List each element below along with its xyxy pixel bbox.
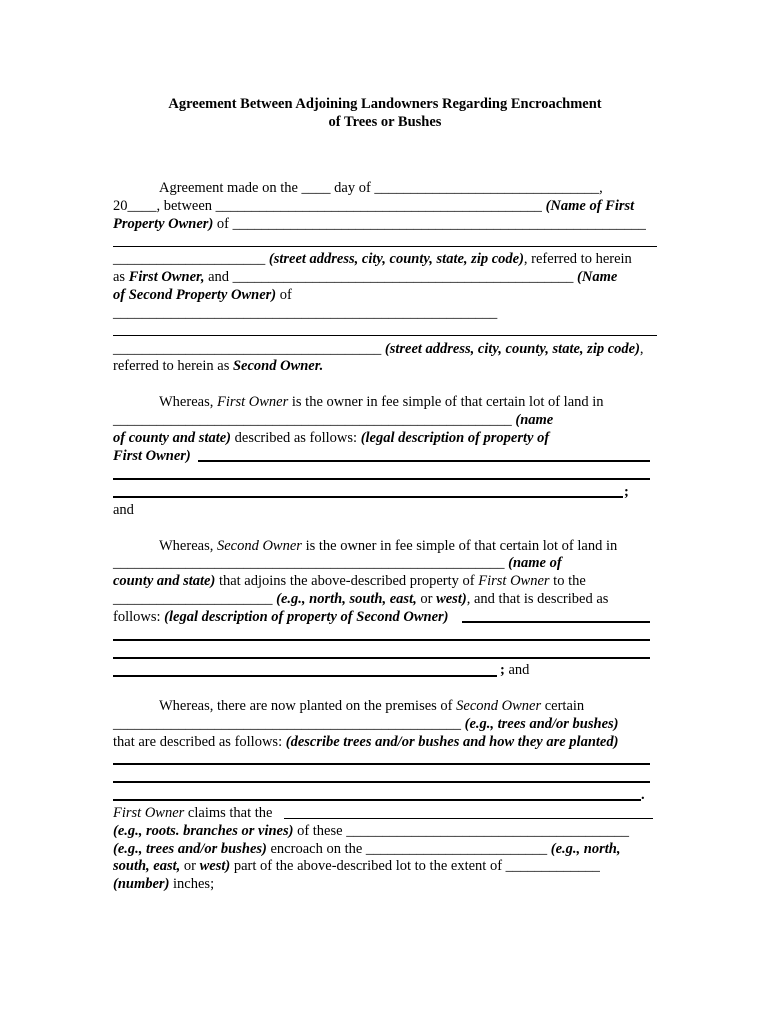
p3-line-3: county and state) that adjoins the above-described property of First Owner to the bbox=[113, 573, 586, 589]
p1-line-8: _____________________________________________________ bbox=[113, 305, 498, 321]
p1-line-2: 20____, between _____________________________________________ (Name of First bbox=[113, 198, 635, 214]
address-blank-line bbox=[113, 335, 657, 336]
p1-line-1: Agreement made on the ____ day of _______________________________, bbox=[159, 180, 603, 196]
p2-line-3: of county and state) described as follows: (legal description of property of bbox=[113, 430, 550, 446]
legal-description-blank-line bbox=[113, 675, 497, 677]
legal-description-blank-line bbox=[198, 460, 650, 462]
p1-line-6: as First Owner, and _______________________________________________ (Name bbox=[113, 269, 618, 285]
p1-line-5: _____________________ (street address, city, county, state, zip code), referred to herein bbox=[113, 251, 632, 267]
p2-semicolon: ; bbox=[624, 484, 629, 500]
p4-period: . bbox=[641, 787, 645, 803]
document-title-line-1: Agreement Between Adjoining Landowners Regarding Encroachment bbox=[168, 96, 602, 112]
p3-line-4: ______________________ (e.g., north, south, east, or west), and that is described as bbox=[113, 591, 609, 607]
p2-line-7: and bbox=[113, 502, 134, 518]
p4-line-2: ________________________________________________ (e.g., trees and/or bushes) bbox=[113, 716, 619, 732]
p5-line-4: south, east, or west) part of the above-described lot to the extent of _____________ bbox=[113, 858, 600, 874]
p1-line-7: of Second Property Owner) of bbox=[113, 287, 292, 303]
document-title-line-2: of Trees or Bushes bbox=[328, 114, 442, 130]
p3-line-2: ______________________________________________________ (name of bbox=[113, 555, 562, 571]
p3-line-8: ; and bbox=[500, 662, 530, 678]
p4-line-3: that are described as follows: (describe trees and/or bushes and how they are planted) bbox=[113, 734, 619, 750]
p5-line-5: (number) inches; bbox=[113, 876, 215, 892]
description-blank-line bbox=[113, 763, 650, 765]
p3-line-5: follows: (legal description of property of Second Owner) bbox=[113, 609, 449, 625]
legal-description-blank-line bbox=[113, 657, 650, 659]
p5-line-3: (e.g., trees and/or bushes) encroach on the _________________________ (e.g., north, bbox=[113, 841, 621, 857]
p4-line-1: Whereas, there are now planted on the premises of Second Owner certain bbox=[159, 698, 585, 714]
address-blank-line bbox=[113, 246, 657, 247]
description-blank-line bbox=[113, 799, 641, 801]
legal-description-blank-line bbox=[113, 639, 650, 641]
p1-line-11: referred to herein as Second Owner. bbox=[113, 358, 324, 374]
p2-line-2: _______________________________________________________ (name bbox=[113, 412, 554, 428]
p5-line-2: (e.g., roots. branches or vines) of these _______________________________________ bbox=[113, 823, 629, 839]
description-blank-line bbox=[113, 781, 650, 783]
p1-line-10: _____________________________________ (street address, city, county, state, zip code), bbox=[113, 341, 644, 357]
p2-line-4: First Owner) bbox=[113, 448, 191, 464]
legal-description-blank-line bbox=[113, 496, 623, 498]
p3-line-1: Whereas, Second Owner is the owner in fee simple of that certain lot of land in bbox=[159, 538, 618, 554]
p1-line-3: Property Owner) of _________________________________________________________ bbox=[113, 216, 646, 232]
p2-line-1: Whereas, First Owner is the owner in fee simple of that certain lot of land in bbox=[159, 394, 604, 410]
p5-line-1: First Owner claims that the bbox=[113, 805, 273, 821]
encroachment-blank-line bbox=[284, 818, 653, 819]
legal-description-blank-line bbox=[462, 621, 650, 623]
legal-description-blank-line bbox=[113, 478, 650, 480]
